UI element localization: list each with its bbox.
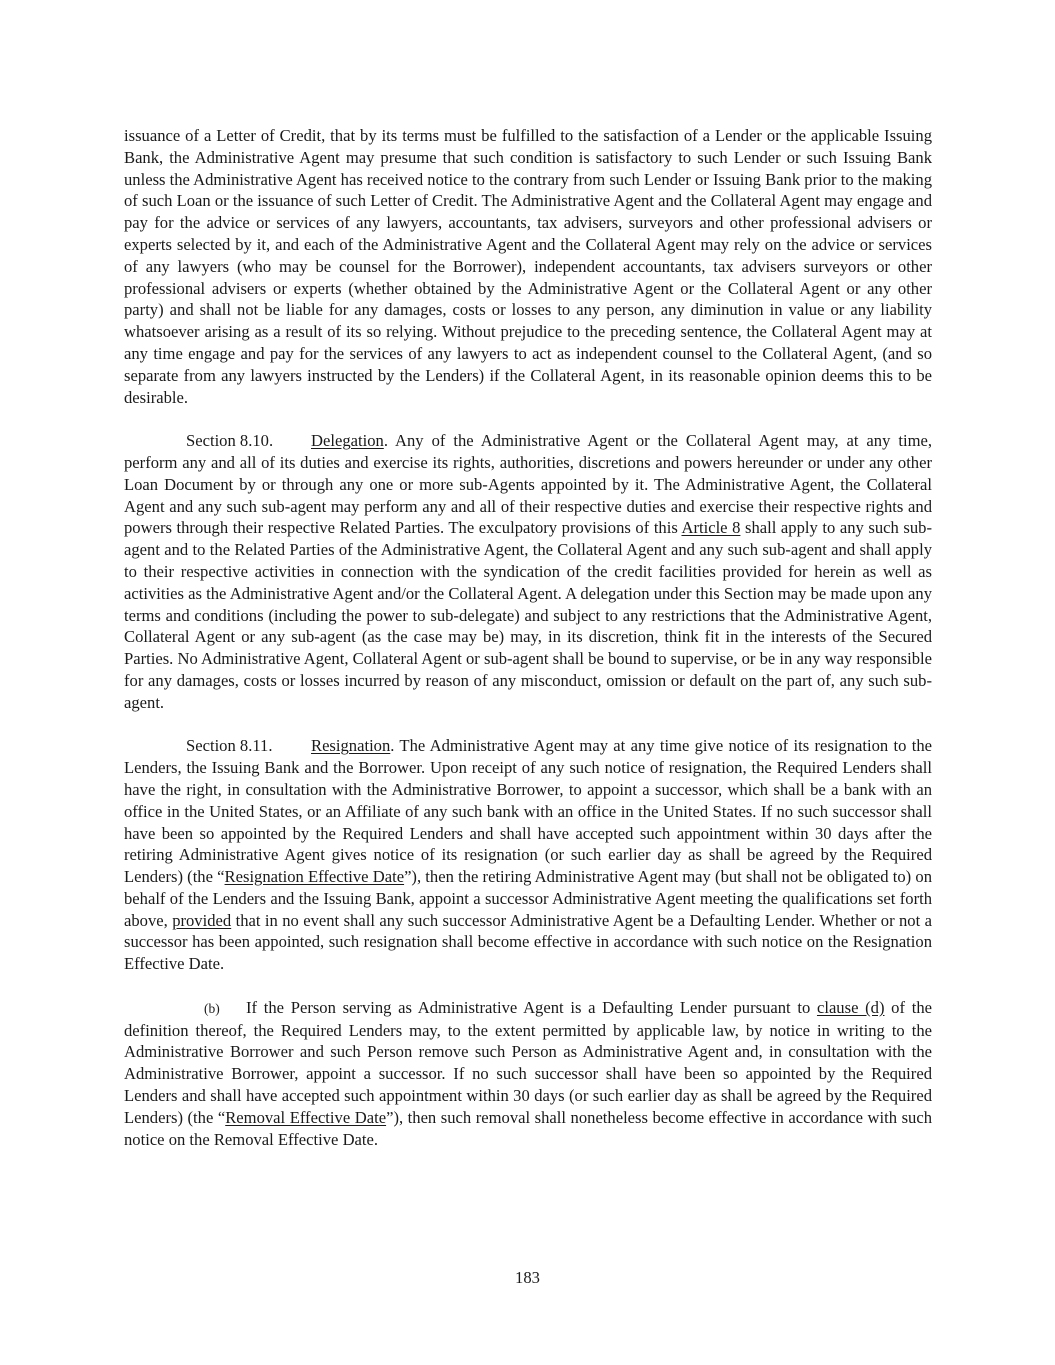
clause-marker: (b) bbox=[204, 1000, 220, 1016]
section-number: Section 8.10. bbox=[186, 431, 274, 451]
cross-reference-clause: clause (d) bbox=[816, 997, 885, 1017]
section-text: ”), then the retiring Administrative Agent may (but shall not be obligated to) on behalf of the Lenders and the Issuing Bank, appoint a successor Administrative Agent meeting the qualifications set forth above, bbox=[124, 867, 932, 930]
proviso-term: provided bbox=[172, 910, 232, 930]
section-text: . Any of the Administrative Agent or the Collateral Agent may, at any time, perform any and all of its duties and exercise its rights, authorities, discretions and powers hereunder or under any other Loan Document by or through any one or more sub-Agents appointed by it. The Administrative Agent, the Collateral Agent and any such sub-agent may perform any and all of their respective duties and exercise their respective rights and powers through their respective Related Parties. The exculpatory provisions of this bbox=[124, 431, 932, 538]
page-number: 183 bbox=[515, 1268, 540, 1287]
section-title: Resignation bbox=[311, 736, 391, 756]
defined-term: Resignation Effective Date bbox=[224, 867, 405, 887]
section-8-10-paragraph bbox=[124, 430, 932, 713]
paragraph-continuation bbox=[124, 125, 932, 408]
section-text: . The Administrative Agent may at any time give notice of its resignation to the Lenders, the Issuing Bank and the Borrower. Upon receipt of any such notice of resignation, the Required Lenders shall have the right, in consultation with the Administrative Borrower, to appoint a successor, which shall be a bank with an office in the United States, or an Affiliate of any such bank with an office in the United States. If no such successor shall have been so appointed by the Required Lenders and shall have accepted such appointment within 30 days after the retiring Administrative Agent gives notice of its resignation (or such earlier day as shall be agreed by the Required Lenders) (the “ bbox=[124, 736, 932, 887]
section-text: that in no event shall any such successor Administrative Agent be a Defaulting Lender. Whether or not a successor has been appointed, such resignation shall become effective in accordance with such notice on the Resignation Effective Date. bbox=[124, 910, 932, 974]
clause-text: If the Person serving as Administrative Agent is a Defaulting Lender pursuant to bbox=[246, 997, 817, 1017]
section-8-11-paragraph bbox=[124, 735, 932, 975]
defined-term: Removal Effective Date bbox=[225, 1107, 387, 1127]
clause-text: of the definition thereof, the Required Lenders may, to the extent permitted by applicable law, by notice in writing to the Administrative Borrower and such Person remove such Person as Administrative Agent and, in consultation with the Administrative Borrower, appoint a successor. If no such successor shall have been so appointed by the Required Lenders and shall have accepted such appointment within 30 days (or such earlier day as shall be agreed by the Required Lenders) (the “ bbox=[124, 997, 932, 1127]
section-title: Delegation bbox=[311, 431, 384, 451]
document-body bbox=[124, 125, 932, 1150]
clause-text: ”), then such removal shall nonetheless become effective in accordance with such notice on the Removal Effective Date. bbox=[124, 1107, 933, 1149]
section-text: shall apply to any such sub-agent and to the Related Parties of the Administrative Agent, the Collateral Agent and any such sub-agent and shall apply to their respective activities in connection with the syndication of the credit facilities provided for herein as well as activities as the Administrative Agent and/or the Collateral Agent. A delegation under this Section may be made upon any terms and conditions (including the power to sub-delegate) and subject to any restrictions that the Administrative Agent, Collateral Agent or any sub-agent (as the case may be) may, in its discretion, think fit in the interests of the Secured Parties. No Administrative Agent, Collateral Agent or sub-agent shall be bound to supervise, or be in any way responsible for any damages, costs or losses incurred by reason of any misconduct, omission or default on the part of, any such sub-agent. bbox=[124, 518, 932, 712]
cross-reference-article: Article 8 bbox=[681, 518, 741, 538]
section-number: Section 8.11. bbox=[186, 736, 273, 756]
paragraph-text: issuance of a Letter of Credit, that by its terms must be fulfilled to the satisfaction of a Lender or the applicable Issuing Bank, the Administrative Agent may presume that such condition is satisfactory to such Lender or such Issuing Bank unless the Administrative Agent has received notice to the contrary from such Lender or Issuing Bank prior to the making of such Loan or the issuance of such Letter of Credit. The Administrative Agent and the Collateral Agent may engage and pay for the advice or services of any lawyers, accountants, tax advisers, surveyors and other professional advisers or experts selected by it, and each of the Administrative Agent and the Collateral Agent may rely on the advice or services of any lawyers (who may be counsel for the Borrower), independent accountants, tax advisers surveyors or other professional advisers or experts (whether obtained by the Administrative Agent or the Collateral Agent or any other party) and shall not be liable for any damages, costs or losses to any person, any diminution in value or any liability whatsoever arising as a result of its so relying. Without prejudice to the preceding sentence, the Collateral Agent may at any time engage and pay for the services of any lawyers to act as independent counsel to the Collateral Agent, (and so separate from any lawyers instructed by the Lenders) if the Collateral Agent, in its reasonable opinion deems this to be desirable. bbox=[124, 126, 932, 407]
clause-b-paragraph bbox=[124, 997, 932, 1151]
